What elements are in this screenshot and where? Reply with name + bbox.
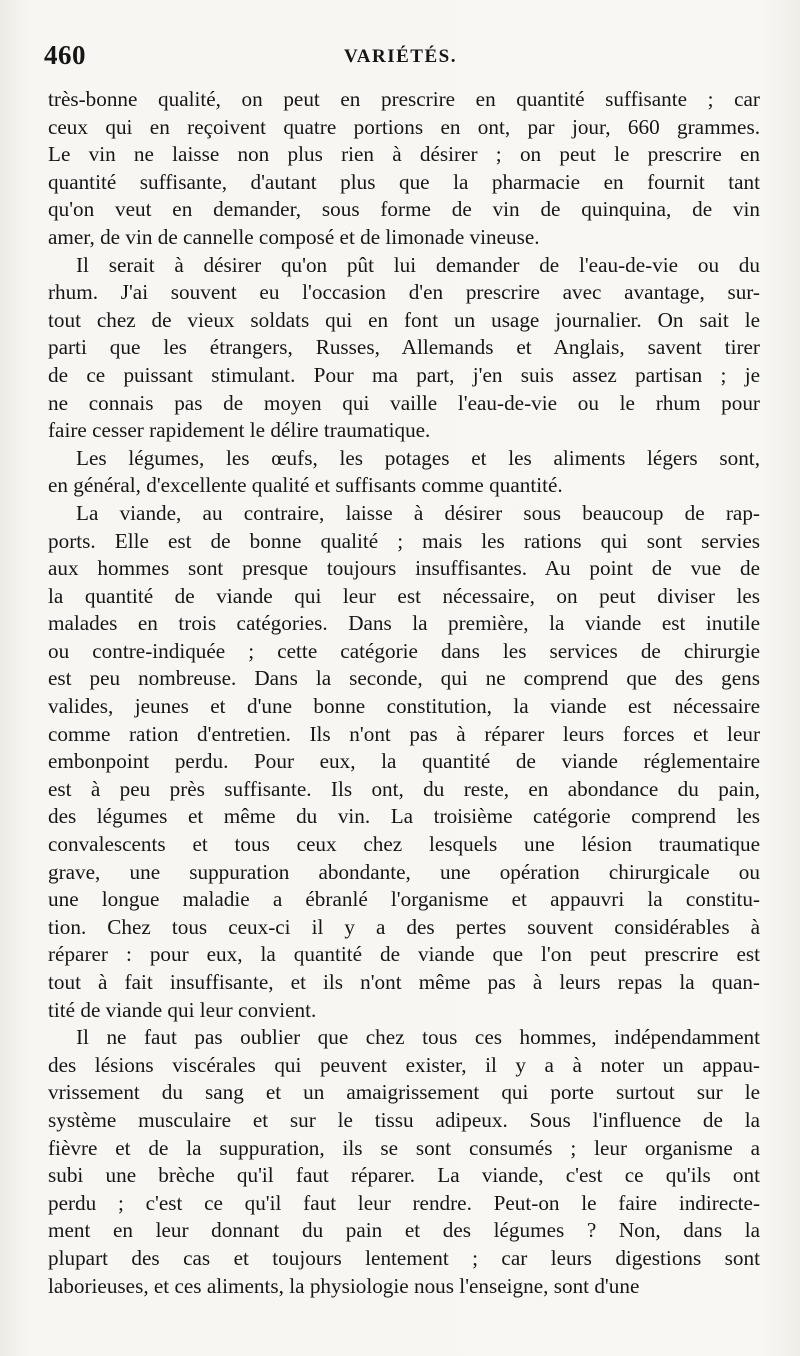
text-line: est peu nombreuse. Dans la seconde, qui ne comprend que des gens [48,666,760,691]
text-line: rhum. J'ai souvent eu l'occasion d'en prescrire avec avantage, sur- [48,280,760,305]
text-line: une longue maladie a ébranlé l'organisme et appauvri la constitu- [48,887,760,912]
text-line: comme ration d'entretien. Ils n'ont pas à réparer leurs forces et leur [48,721,760,746]
text-line: très-bonne qualité, on peut en prescrire en quantité suffisante ; car [48,87,760,111]
text-line: subi une brèche qu'il faut réparer. La viande, c'est ce qu'ils ont [48,1163,760,1188]
text-line: quantité suffisante, d'autant plus que la pharmacie en fournit tant [48,169,760,194]
text-line: Le vin ne laisse non plus rien à désirer ; on peut le prescrire en [48,142,760,167]
paragraph [48,1024,760,1300]
text-line: ne connais pas de moyen qui vaille l'eau-de-vie ou le rhum pour [48,390,760,415]
text-line: valides, jeunes et d'une bonne constitution, la viande est nécessaire [48,694,760,719]
text-line: tout à fait insuffisante, et ils n'ont même pas à leurs repas la quan- [48,970,760,994]
page-header [44,40,760,74]
paragraph [48,252,760,445]
running-title: VARIÉTÉS. [344,46,457,67]
text-line: ment en leur donnant du pain et des légumes ? Non, dans la [48,1218,760,1243]
text-line: de ce puissant stimulant. Pour ma part, j'en suis assez partisan ; je [48,362,760,387]
text-line: aux hommes sont presque toujours insuffisantes. Au point de vue de [48,556,760,581]
page-number: 460 [44,40,86,70]
body-text [48,86,760,1300]
text-line: ou contre-indiquée ; cette catégorie dans les services de chirurgie [48,638,760,663]
paragraph [48,500,760,1024]
paragraph [48,86,760,252]
text-line: malades en trois catégories. Dans la première, la viande est inutile [48,611,760,636]
text-line: amer, de vin de cannelle composé et de limonade vineuse. [48,224,540,249]
text-line: parti que les étrangers, Russes, Allemands et Anglais, savent tirer [48,335,760,360]
text-line: perdu ; c'est ce qu'il faut leur rendre. Peut-on le faire indirecte- [48,1190,760,1215]
text-line: qu'on veut en demander, sous forme de vin de quinquina, de vin [48,197,760,222]
text-line: des lésions viscérales qui peuvent exister, il y a à noter un appau- [48,1052,760,1077]
text-line: Il serait à désirer qu'on pût lui demander de l'eau-de-vie ou du [76,252,760,277]
text-line: plupart des cas et toujours lentement ; car leurs digestions sont [48,1245,760,1270]
text-line: tité de viande qui leur convient. [48,997,317,1022]
text-line: convalescents et tous ceux chez lesquels une lésion traumatique [48,832,760,857]
text-line: fièvre et de la suppuration, ils se sont consumés ; leur organisme a [48,1135,760,1160]
text-line: faire cesser rapidement le délire traumatique. [48,418,431,443]
text-line: La viande, au contraire, laisse à désirer sous beaucoup de rap- [76,500,760,525]
text-line: laborieuses, et ces aliments, la physiologie nous l'enseigne, sont d'une [48,1273,640,1298]
text-line: ports. Elle est de bonne qualité ; mais les rations qui sont servies [48,528,760,553]
text-line: embonpoint perdu. Pour eux, la quantité de viande réglementaire [48,749,760,774]
text-line: Il ne faut pas oublier que chez tous ces hommes, indépendamment [76,1025,760,1050]
text-line: grave, une suppuration abondante, une opération chirurgicale ou [48,859,760,884]
text-line: système musculaire et sur le tissu adipeux. Sous l'influence de la [48,1107,760,1132]
text-line: est à peu près suffisante. Ils ont, du reste, en abondance du pain, [48,776,760,801]
text-line: réparer : pour eux, la quantité de viande que l'on peut prescrire est [48,942,760,967]
text-line: Les légumes, les œufs, les potages et les aliments légers sont, [76,445,760,470]
text-line: tion. Chez tous ceux-ci il y a des pertes souvent considérables à [48,914,760,939]
text-line: en général, d'excellente qualité et suffisants comme quantité. [48,473,563,498]
paragraph [48,445,760,500]
text-line: vrissement du sang et un amaigrissement qui porte surtout sur le [48,1080,760,1105]
text-line: tout chez de vieux soldats qui en font un usage journalier. On sait le [48,307,760,332]
text-line: la quantité de viande qui leur est nécessaire, on peut diviser les [48,583,760,608]
text-line: ceux qui en reçoivent quatre portions en ont, par jour, 660 grammes. [48,114,760,139]
text-line: des légumes et même du vin. La troisième catégorie comprend les [48,804,760,829]
